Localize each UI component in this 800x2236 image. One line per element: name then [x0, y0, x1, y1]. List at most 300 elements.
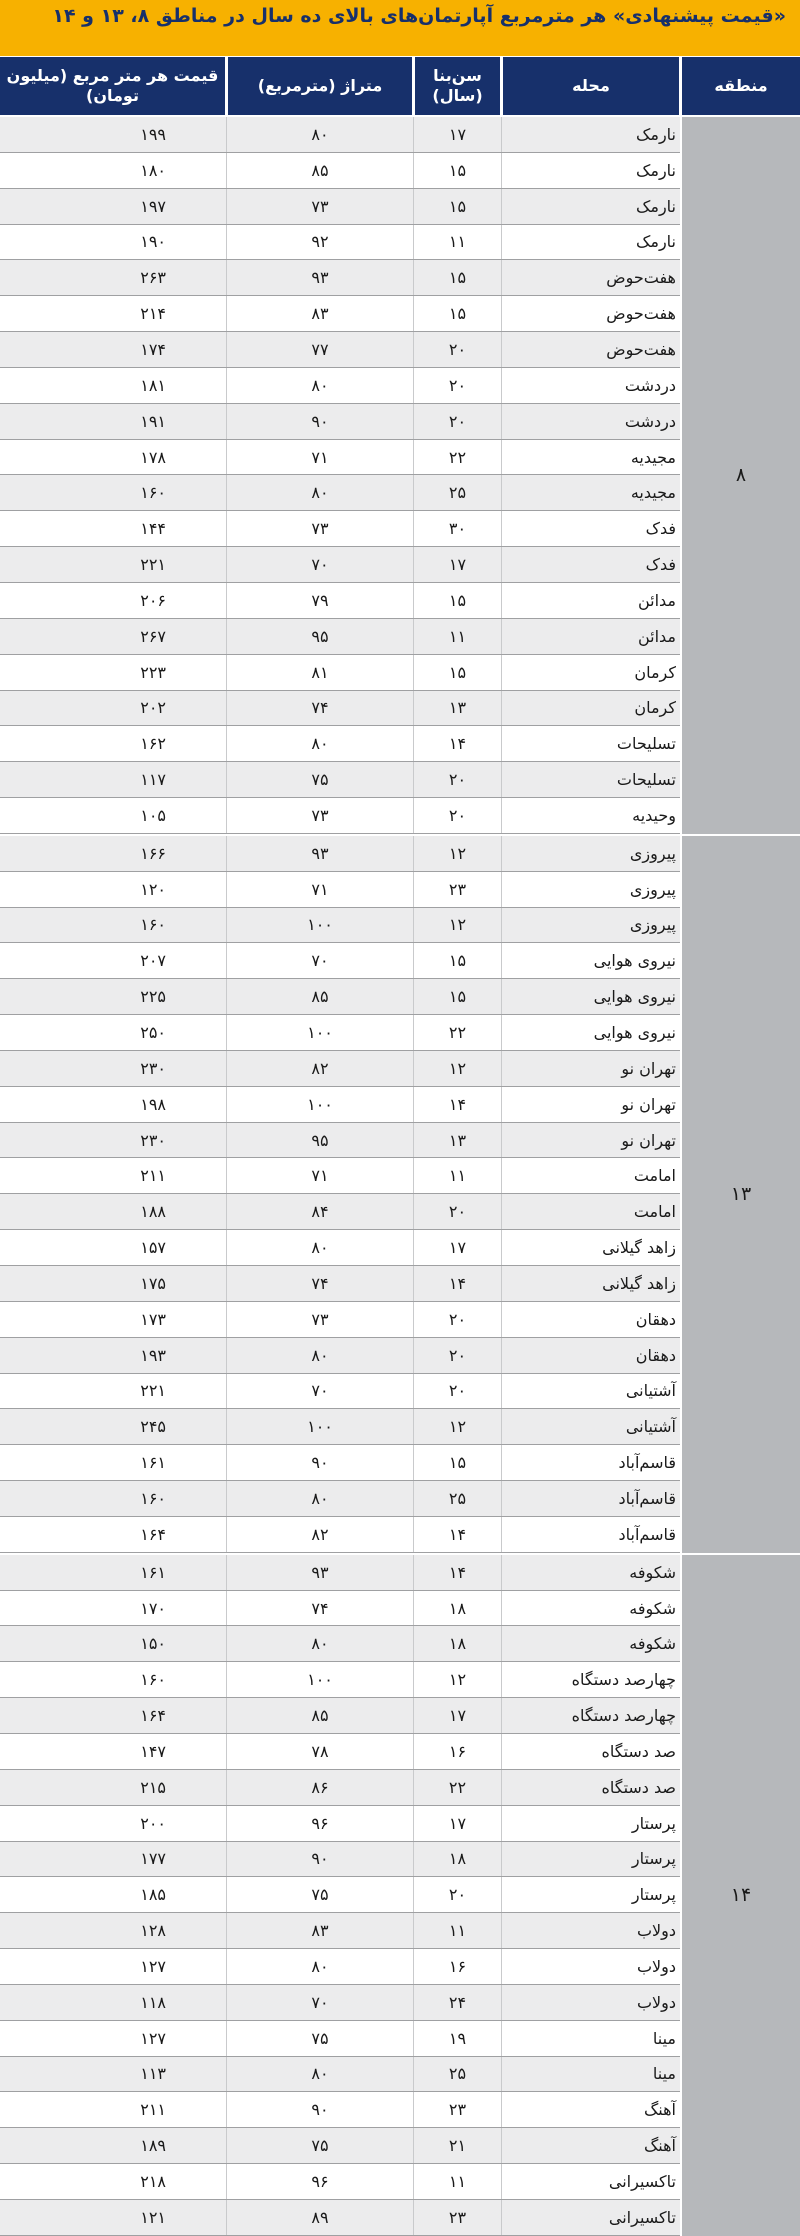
- area-cell: فدک: [501, 547, 680, 582]
- price-cell: ۱۱۸: [140, 1992, 166, 2012]
- age-cell: ۲۰: [413, 1338, 501, 1373]
- area-cell: امامت: [501, 1158, 680, 1193]
- size-cell: ۸۰: [226, 368, 413, 403]
- age-cell: ۱۱: [413, 1913, 501, 1948]
- age-cell: ۱۵: [413, 189, 501, 224]
- age-cell: ۱۶: [413, 1734, 501, 1769]
- size-cell: ۹۶: [226, 2164, 413, 2199]
- price-cell: ۱۹۸: [140, 1094, 166, 1114]
- size-cell: ۷۴: [226, 1591, 413, 1626]
- region-rows: [0, 836, 680, 1553]
- table-row: [0, 655, 680, 691]
- size-cell: ۷۱: [226, 440, 413, 475]
- area-cell: پرستار: [501, 1877, 680, 1912]
- area-cell: پرستار: [501, 1806, 680, 1841]
- age-cell: ۱۱: [413, 1158, 501, 1193]
- area-cell: قاسم‌آباد: [501, 1517, 680, 1552]
- size-cell: ۸۳: [226, 1913, 413, 1948]
- size-cell: ۹۰: [226, 2092, 413, 2127]
- table-row: [0, 1051, 680, 1087]
- area-cell: کرمان: [501, 655, 680, 690]
- size-cell: ۹۵: [226, 1123, 413, 1158]
- table-body: [0, 115, 800, 2236]
- price-cell: ۲۰۲: [140, 698, 166, 718]
- size-cell: ۹۳: [226, 260, 413, 295]
- price-cell: ۱۱۳: [140, 2064, 166, 2084]
- area-cell: پیروزی: [501, 836, 680, 871]
- price-cell: ۱۸۸: [140, 1202, 166, 1222]
- area-cell: شکوفه: [501, 1626, 680, 1661]
- table-row: [0, 908, 680, 944]
- size-cell: ۷۰: [226, 1374, 413, 1409]
- age-cell: ۲۲: [413, 1770, 501, 1805]
- table-row: [0, 943, 680, 979]
- size-cell: ۱۰۰: [226, 1087, 413, 1122]
- price-cell: ۲۶۷: [140, 626, 166, 646]
- region-rows: [0, 1555, 680, 2236]
- area-cell: دولاب: [501, 1985, 680, 2020]
- price-cell: ۱۶۴: [140, 1706, 166, 1726]
- age-cell: ۱۱: [413, 225, 501, 260]
- price-cell: ۲۶۳: [140, 268, 166, 288]
- area-cell: تهران نو: [501, 1051, 680, 1086]
- table-row: [0, 726, 680, 762]
- region-rows: [0, 117, 680, 834]
- area-cell: زاهد گیلانی: [501, 1266, 680, 1301]
- area-cell: نارمک: [501, 153, 680, 188]
- area-cell: مینا: [501, 2021, 680, 2056]
- age-cell: ۲۲: [413, 440, 501, 475]
- age-cell: ۱۸: [413, 1626, 501, 1661]
- area-cell: صد دستگاه: [501, 1770, 680, 1805]
- age-cell: ۱۷: [413, 1698, 501, 1733]
- size-cell: ۷۴: [226, 1266, 413, 1301]
- size-cell: ۱۰۰: [226, 908, 413, 943]
- size-cell: ۹۰: [226, 1445, 413, 1480]
- price-cell: ۱۰۵: [140, 805, 166, 825]
- table-row: [0, 872, 680, 908]
- age-cell: ۱۲: [413, 908, 501, 943]
- price-cell: ۱۶۰: [140, 1670, 166, 1690]
- price-cell: ۱۱۷: [140, 770, 166, 790]
- age-cell: ۱۸: [413, 1591, 501, 1626]
- area-cell: دردشت: [501, 368, 680, 403]
- price-cell: ۱۸۰: [140, 160, 166, 180]
- size-cell: ۱۰۰: [226, 1662, 413, 1697]
- price-cell: ۱۹۹: [140, 124, 166, 144]
- size-cell: ۷۳: [226, 798, 413, 833]
- area-cell: تسلیحات: [501, 726, 680, 761]
- table-row: [0, 583, 680, 619]
- table-row: [0, 1591, 680, 1627]
- age-cell: ۱۵: [413, 1445, 501, 1480]
- price-cell: ۲۲۱: [140, 1381, 166, 1401]
- price-cell: ۲۰۶: [140, 590, 166, 610]
- table-row: [0, 1662, 680, 1698]
- age-cell: ۲۵: [413, 2057, 501, 2092]
- age-cell: ۱۹: [413, 2021, 501, 2056]
- area-cell: هفت‌حوض: [501, 260, 680, 295]
- header-price: قیمت هر متر مربع (میلیون تومان): [0, 57, 228, 115]
- price-cell: ۲۲۵: [140, 987, 166, 1007]
- price-cell: ۱۸۱: [140, 375, 166, 395]
- price-cell: ۲۳۰: [140, 1130, 166, 1150]
- age-cell: ۱۴: [413, 1555, 501, 1590]
- price-cell: ۱۶۱: [140, 1562, 166, 1582]
- age-cell: ۲۰: [413, 404, 501, 439]
- area-cell: آهنگ: [501, 2092, 680, 2127]
- price-cell: ۱۷۰: [140, 1598, 166, 1618]
- table-row: [0, 1517, 680, 1553]
- table-row: [0, 619, 680, 655]
- size-cell: ۹۶: [226, 1806, 413, 1841]
- price-cell: ۱۵۰: [140, 1634, 166, 1654]
- table-row: [0, 1985, 680, 2021]
- table-row: [0, 153, 680, 189]
- size-cell: ۷۵: [226, 2021, 413, 2056]
- table-row: [0, 332, 680, 368]
- size-cell: ۸۳: [226, 296, 413, 331]
- table-row: [0, 2057, 680, 2093]
- age-cell: ۲۰: [413, 1194, 501, 1229]
- price-cell: ۱۲۸: [140, 1921, 166, 1941]
- area-cell: قاسم‌آباد: [501, 1445, 680, 1480]
- table-row: [0, 1374, 680, 1410]
- age-cell: ۲۲: [413, 1015, 501, 1050]
- price-cell: ۱۹۱: [140, 411, 166, 431]
- table-row: [0, 1158, 680, 1194]
- size-cell: ۱۰۰: [226, 1015, 413, 1050]
- size-cell: ۸۶: [226, 1770, 413, 1805]
- area-cell: تاکسیرانی: [501, 2164, 680, 2199]
- table-row: [0, 1338, 680, 1374]
- area-cell: پیروزی: [501, 908, 680, 943]
- age-cell: ۲۳: [413, 872, 501, 907]
- size-cell: ۸۰: [226, 1626, 413, 1661]
- area-cell: وحیدیه: [501, 798, 680, 833]
- area-cell: هفت‌حوض: [501, 332, 680, 367]
- table-row: [0, 836, 680, 872]
- size-cell: ۸۰: [226, 1338, 413, 1373]
- area-cell: تهران نو: [501, 1123, 680, 1158]
- area-cell: امامت: [501, 1194, 680, 1229]
- price-cell: ۱۶۶: [140, 843, 166, 863]
- age-cell: ۱۲: [413, 1662, 501, 1697]
- table-row: [0, 404, 680, 440]
- size-cell: ۹۵: [226, 619, 413, 654]
- area-cell: دهقان: [501, 1338, 680, 1373]
- age-cell: ۱۵: [413, 296, 501, 331]
- region-group: [0, 115, 800, 834]
- age-cell: ۲۵: [413, 1481, 501, 1516]
- size-cell: ۸۰: [226, 1230, 413, 1265]
- age-cell: ۱۲: [413, 836, 501, 871]
- table-row: [0, 547, 680, 583]
- size-cell: ۷۳: [226, 511, 413, 546]
- size-cell: ۷۹: [226, 583, 413, 618]
- age-cell: ۱۵: [413, 260, 501, 295]
- size-cell: ۸۱: [226, 655, 413, 690]
- size-cell: ۸۵: [226, 153, 413, 188]
- region-group: [0, 834, 800, 1553]
- size-cell: ۸۵: [226, 1698, 413, 1733]
- price-cell: ۱۶۰: [140, 1488, 166, 1508]
- table-row: [0, 979, 680, 1015]
- area-cell: دولاب: [501, 1949, 680, 1984]
- area-cell: مجیدیه: [501, 440, 680, 475]
- size-cell: ۷۵: [226, 2128, 413, 2163]
- table-row: [0, 1445, 680, 1481]
- region-cell: ۱۴: [682, 1555, 800, 2236]
- table-row: [0, 440, 680, 476]
- age-cell: ۱۱: [413, 619, 501, 654]
- age-cell: ۲۳: [413, 2200, 501, 2235]
- header-area: محله: [503, 57, 682, 115]
- area-cell: نیروی هوایی: [501, 943, 680, 978]
- price-cell: ۱۶۲: [140, 734, 166, 754]
- area-cell: نارمک: [501, 117, 680, 152]
- age-cell: ۲۰: [413, 332, 501, 367]
- size-cell: ۷۷: [226, 332, 413, 367]
- area-cell: آشتیانی: [501, 1374, 680, 1409]
- price-cell: ۱۹۷: [140, 196, 166, 216]
- price-cell: ۱۶۴: [140, 1524, 166, 1544]
- price-cell: ۱۷۸: [140, 447, 166, 467]
- size-cell: ۷۵: [226, 762, 413, 797]
- price-cell: ۱۷۴: [140, 339, 166, 359]
- age-cell: ۱۱: [413, 2164, 501, 2199]
- size-cell: ۷۵: [226, 1877, 413, 1912]
- price-cell: ۲۱۵: [140, 1777, 166, 1797]
- area-cell: آهنگ: [501, 2128, 680, 2163]
- price-cell: ۱۲۱: [140, 2207, 166, 2227]
- age-cell: ۱۴: [413, 1266, 501, 1301]
- table-row: [0, 691, 680, 727]
- size-cell: ۱۰۰: [226, 1409, 413, 1444]
- size-cell: ۸۰: [226, 117, 413, 152]
- price-cell: ۲۰۷: [140, 951, 166, 971]
- price-cell: ۱۲۰: [140, 879, 166, 899]
- age-cell: ۱۶: [413, 1949, 501, 1984]
- size-cell: ۹۰: [226, 404, 413, 439]
- table-row: [0, 296, 680, 332]
- price-cell: ۲۲۱: [140, 555, 166, 575]
- price-cell: ۱۹۳: [140, 1345, 166, 1365]
- table-row: [0, 1409, 680, 1445]
- table-row: [0, 762, 680, 798]
- table-row: [0, 511, 680, 547]
- table-row: [0, 1194, 680, 1230]
- price-cell: ۱۷۵: [140, 1273, 166, 1293]
- size-cell: ۸۹: [226, 2200, 413, 2235]
- size-cell: ۸۰: [226, 2057, 413, 2092]
- area-cell: آشتیانی: [501, 1409, 680, 1444]
- price-cell: ۲۱۸: [140, 2172, 166, 2192]
- table-row: [0, 2128, 680, 2164]
- header-region: منطقه: [682, 57, 800, 115]
- price-cell: ۲۲۳: [140, 662, 166, 682]
- age-cell: ۱۵: [413, 583, 501, 618]
- table-row: [0, 1481, 680, 1517]
- age-cell: ۲۵: [413, 475, 501, 510]
- price-cell: ۲۵۰: [140, 1023, 166, 1043]
- table-row: [0, 1015, 680, 1051]
- age-cell: ۳۰: [413, 511, 501, 546]
- size-cell: ۷۳: [226, 1302, 413, 1337]
- price-cell: ۱۷۷: [140, 1849, 166, 1869]
- price-cell: ۱۵۷: [140, 1238, 166, 1258]
- age-cell: ۲۰: [413, 1302, 501, 1337]
- price-cell: ۱۶۰: [140, 915, 166, 935]
- age-cell: ۱۷: [413, 117, 501, 152]
- area-cell: نارمک: [501, 225, 680, 260]
- age-cell: ۱۳: [413, 691, 501, 726]
- table-row: [0, 225, 680, 261]
- area-cell: مینا: [501, 2057, 680, 2092]
- age-cell: ۲۱: [413, 2128, 501, 2163]
- price-cell: ۱۹۰: [140, 232, 166, 252]
- size-cell: ۸۰: [226, 1949, 413, 1984]
- area-cell: کرمان: [501, 691, 680, 726]
- price-cell: ۲۱۱: [140, 1166, 166, 1186]
- size-cell: ۸۵: [226, 979, 413, 1014]
- age-cell: ۱۴: [413, 1517, 501, 1552]
- region-cell: ۱۳: [682, 836, 800, 1553]
- price-cell: ۱۲۷: [140, 2028, 166, 2048]
- area-cell: شکوفه: [501, 1555, 680, 1590]
- table-row: [0, 1913, 680, 1949]
- age-cell: ۲۰: [413, 1374, 501, 1409]
- price-cell: ۲۴۵: [140, 1417, 166, 1437]
- table-row: [0, 2092, 680, 2128]
- table-row: [0, 2021, 680, 2057]
- age-cell: ۲۴: [413, 1985, 501, 2020]
- size-cell: ۸۴: [226, 1194, 413, 1229]
- header-age: سن‌بنا (سال): [415, 57, 503, 115]
- table-row: [0, 1734, 680, 1770]
- table-row: [0, 260, 680, 296]
- table-row: [0, 1877, 680, 1913]
- area-cell: شکوفه: [501, 1591, 680, 1626]
- area-cell: پرستار: [501, 1842, 680, 1877]
- area-cell: تاکسیرانی: [501, 2200, 680, 2235]
- price-cell: ۲۰۰: [140, 1813, 166, 1833]
- size-cell: ۸۰: [226, 475, 413, 510]
- price-cell: ۲۱۴: [140, 304, 166, 324]
- price-cell: ۲۱۱: [140, 2100, 166, 2120]
- area-cell: مدائن: [501, 619, 680, 654]
- table-row: [0, 2164, 680, 2200]
- table-row: [0, 475, 680, 511]
- area-cell: زاهد گیلانی: [501, 1230, 680, 1265]
- area-cell: دولاب: [501, 1913, 680, 1948]
- area-cell: تسلیحات: [501, 762, 680, 797]
- age-cell: ۱۷: [413, 1806, 501, 1841]
- size-cell: ۷۳: [226, 189, 413, 224]
- area-cell: پیروزی: [501, 872, 680, 907]
- area-cell: مدائن: [501, 583, 680, 618]
- age-cell: ۱۵: [413, 655, 501, 690]
- size-cell: ۷۰: [226, 943, 413, 978]
- age-cell: ۱۵: [413, 153, 501, 188]
- size-cell: ۹۲: [226, 225, 413, 260]
- area-cell: مجیدیه: [501, 475, 680, 510]
- size-cell: ۸۲: [226, 1517, 413, 1552]
- table-row: [0, 1842, 680, 1878]
- area-cell: چهارصد دستگاه: [501, 1698, 680, 1733]
- price-cell: ۱۸۵: [140, 1885, 166, 1905]
- region-group: [0, 1553, 800, 2236]
- age-cell: ۱۵: [413, 979, 501, 1014]
- size-cell: ۷۱: [226, 1158, 413, 1193]
- size-cell: ۹۰: [226, 1842, 413, 1877]
- area-cell: نارمک: [501, 189, 680, 224]
- age-cell: ۲۳: [413, 2092, 501, 2127]
- table-row: [0, 1123, 680, 1159]
- area-cell: صد دستگاه: [501, 1734, 680, 1769]
- table-row: [0, 1770, 680, 1806]
- age-cell: ۱۲: [413, 1051, 501, 1086]
- price-cell: ۱۶۱: [140, 1453, 166, 1473]
- age-cell: ۲۰: [413, 368, 501, 403]
- price-cell: ۱۲۷: [140, 1956, 166, 1976]
- price-cell: ۱۷۳: [140, 1309, 166, 1329]
- area-cell: فدک: [501, 511, 680, 546]
- table-row: [0, 189, 680, 225]
- age-cell: ۱۸: [413, 1842, 501, 1877]
- region-cell: ۸: [682, 117, 800, 834]
- table-row: [0, 1230, 680, 1266]
- age-cell: ۱۲: [413, 1409, 501, 1444]
- size-cell: ۷۰: [226, 1985, 413, 2020]
- table-row: [0, 1302, 680, 1338]
- age-cell: ۱۷: [413, 547, 501, 582]
- age-cell: ۱۳: [413, 1123, 501, 1158]
- table-row: [0, 1949, 680, 1985]
- table-header: [0, 57, 800, 115]
- age-cell: ۲۰: [413, 762, 501, 797]
- area-cell: نیروی هوایی: [501, 1015, 680, 1050]
- table-row: [0, 798, 680, 834]
- table-row: [0, 1806, 680, 1842]
- area-cell: دهقان: [501, 1302, 680, 1337]
- age-cell: ۱۵: [413, 943, 501, 978]
- area-cell: نیروی هوایی: [501, 979, 680, 1014]
- price-cell: ۱۶۰: [140, 483, 166, 503]
- size-cell: ۸۲: [226, 1051, 413, 1086]
- table-row: [0, 117, 680, 153]
- area-cell: چهارصد دستگاه: [501, 1662, 680, 1697]
- table-row: [0, 1698, 680, 1734]
- table-row: [0, 1555, 680, 1591]
- table-row: [0, 1266, 680, 1302]
- table-row: [0, 2200, 680, 2236]
- price-cell: ۱۴۴: [140, 519, 166, 539]
- age-cell: ۲۰: [413, 1877, 501, 1912]
- table-row: [0, 1626, 680, 1662]
- table-row: [0, 1087, 680, 1123]
- table-row: [0, 368, 680, 404]
- size-cell: ۹۳: [226, 1555, 413, 1590]
- age-cell: ۱۴: [413, 726, 501, 761]
- size-cell: ۹۳: [226, 836, 413, 871]
- size-cell: ۷۱: [226, 872, 413, 907]
- size-cell: ۷۸: [226, 1734, 413, 1769]
- table-title: «قیمت پیشنهادی» هر مترمربع آپارتمان‌های بالای ده سال در مناطق ۸، ۱۳ و ۱۴: [0, 0, 800, 56]
- size-cell: ۷۰: [226, 547, 413, 582]
- price-cell: ۱۸۹: [140, 2136, 166, 2156]
- header-size: متراژ (مترمربع): [228, 57, 415, 115]
